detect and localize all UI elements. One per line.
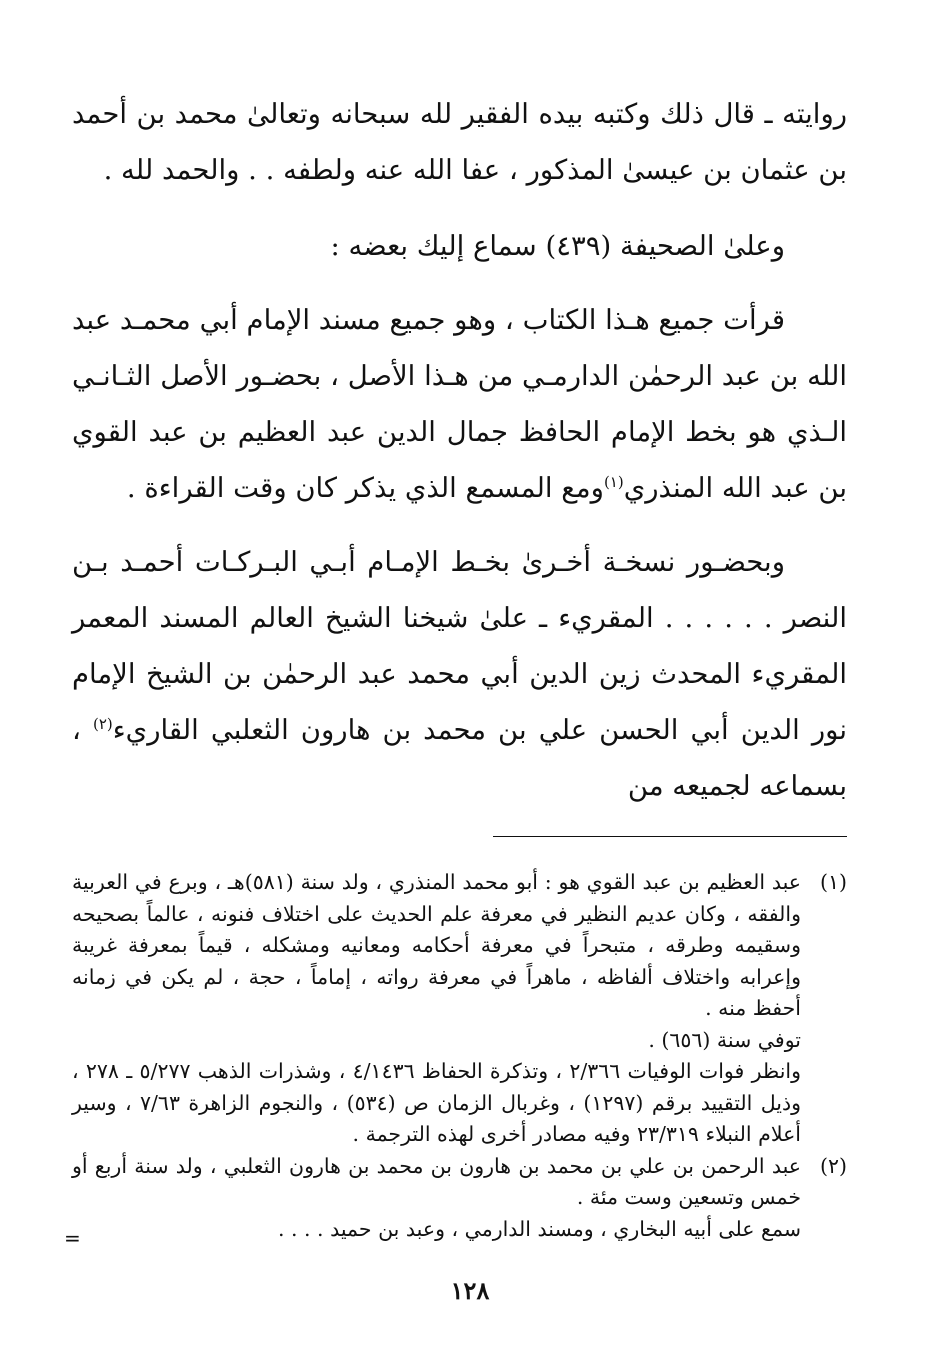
paragraph-1: روايته ـ قال ذلك وكتبه بيده الفقير لله سبحانه وتعالىٰ محمد بن أحمد بن عثمان بن عيسىٰ المذكور ، عفا الله عنه ولطفه . . والحمد لله . bbox=[72, 98, 847, 186]
footnote-body bbox=[72, 1151, 801, 1246]
page bbox=[72, 86, 847, 1372]
paragraph-2: وعلىٰ الصحيفة (٤٣٩) سماع إليك بعضه : bbox=[330, 230, 785, 262]
paragraph-4-text: وبحضـور نسخـة أخـرىٰ بخـط الإمـام أبـي البـركـات أحمـد بـن النصر . . . . . . المقريء ـ علىٰ شيخنا الشيخ العالم المسند المعمر المقريء المحدث زين الدين أبي محمد عبد الرحمٰن بن الشيخ الإمام نور الدين أبي الحسن علي بن محمد بن هارون الثعلبي القاريء bbox=[72, 546, 848, 746]
footnote-number: (٢) bbox=[819, 1153, 847, 1178]
paragraph-4-text-end: ، بسماعه لجميعه من bbox=[72, 714, 847, 802]
footnote-paragraph: عبد العظيم بن عبد القوي هو : أبو محمد المنذري ، ولد سنة (٥٨١)هـ ، وبرع في العربية والفقه ، وكان عديم النظير في معرفة علم الحديث على اختلاف فنونه ، عالماً بصحيحه وسقيمه وطرقه ، متبحراً في معرفة أحكامه ومعانيه ومشكله ، قيماً بمعرفة غريبة وإعرابه واختلاف ألفاظه ، ماهراً في معرفة رواته ، إماماً ، حجة ، لم يكن في زمانه أحفظ منه . bbox=[72, 870, 801, 1020]
footnote-number: (١) bbox=[819, 870, 847, 894]
footnote-2 bbox=[72, 1151, 847, 1246]
footnote-paragraph: وانظر فوات الوفيات ٢/٣٦٦ ، وتذكرة الحفاظ ٤/١٤٣٦ ، وشذرات الذهب ٥/٢٧٧ ـ ٢٧٨ ، وذيل التقييد برقم (١٢٩٧) ، وغربال الزمان ص (٥٣٤) ، والنجوم الزاهرة ٧/٦٣ ، وسير أعلام النبلاء ٢٣/٣١٩ وفيه مصادر أخرى لهذه الترجمة . bbox=[72, 1059, 801, 1146]
footnote-1 bbox=[72, 867, 847, 1151]
paragraph-3 bbox=[72, 292, 847, 516]
footnotes bbox=[72, 867, 847, 1245]
footnote-body bbox=[72, 867, 801, 1151]
main-text bbox=[72, 86, 847, 814]
footnote-paragraph: عبد الرحمن بن علي بن محمد بن هارون بن محمد بن هارون الثعلبي ، ولد سنة أربع أو خمس وتسعين وست مئة . bbox=[72, 1153, 801, 1209]
footnote-paragraph: توفي سنة (٦٥٦) . bbox=[648, 1027, 801, 1052]
continuation-mark: = bbox=[64, 1226, 81, 1250]
paragraph-3-text-end: ومع المسمع الذي يذكر كان وقت القراءة . bbox=[126, 472, 604, 504]
paragraph-3-text: قرأت جميع هـذا الكتاب ، وهو جميع مسند الإمام أبي محمـد عبد الله بن عبد الرحمٰن الدارمـي من هـذا الأصل ، بحضـور الأصل الثـانـي الـذي هو بخط الإمام الحافظ جمال الدين عبد العظيم بن عبد القوي بن عبد الله المنذري bbox=[72, 304, 847, 504]
footnote-divider bbox=[493, 836, 847, 837]
footnote-ref-1[interactable]: (١) bbox=[603, 472, 624, 491]
footnote-ref-2[interactable]: (٢) bbox=[92, 714, 113, 733]
footnote-paragraph: سمع على أبيه البخاري ، ومسند الدارمي ، وعبد بن حميد . . . . bbox=[277, 1216, 801, 1241]
page-number: ١٢٨ bbox=[450, 1276, 490, 1305]
paragraph-4 bbox=[72, 534, 847, 814]
